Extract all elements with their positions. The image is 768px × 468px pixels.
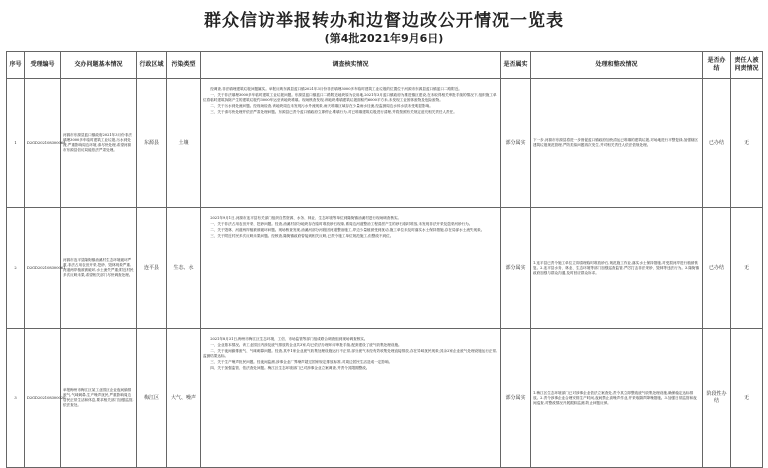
cell-ptype: 生态、水 xyxy=(167,208,201,329)
col-handling: 处理和整改情况 xyxy=(531,52,703,79)
report-table xyxy=(6,51,763,468)
cell-verdict: 部分属实 xyxy=(501,208,531,329)
detail-paragraph: 二、关于污水到处流问题。经现场检查,该地块周边未发现污水外流现象,雨天堆填区域存在少量雨水径流,经监测周边水体水质未受明显影响。 xyxy=(210,104,433,108)
table-row xyxy=(7,329,763,468)
col-detail: 调查核实情况 xyxy=(201,52,501,79)
detail-paragraph: 一、关于非法填埋3000多车临时建筑工业垃圾问题。东源县蓝口镇蓝口二路附近地块原为农用地,2021年3月蓝口镇政府为推进镇区建设,在未取得相关审批手续的情况下,组织施工单位将临时建筑拆除产生的建筑垃圾约3000车运至该地块堆填。现场核查发现,该地块堆填建筑垃圾面积约6000平方米,未发现工业固体废物及危险废物。 xyxy=(203,93,497,102)
cell-handling: 1.连平县已责令施工单位立即清理临时堆放砂石,规范施工作业,落实水土保持措施,对受损河岸进行植被恢复。2.连平县水务、林业、生态环境等部门加强巡查监管,严厉打击非法采砂、毁林等违法行为。3.隆街镇政府加强与群众沟通,及时回应群众诉求。 xyxy=(531,208,703,329)
detail-paragraph: 二、关于毁林、河道两岸植被被破坏问题。现场核查发现,油溪河部分河段因河道整治施工,岸边少量植被受到扰动,施工单位未及时落实水土保持措施,存在局部水土流失现象。 xyxy=(210,228,485,232)
cell-detail xyxy=(201,208,501,329)
cell-closed: 已办结 xyxy=(703,208,731,329)
cell-seq: 3 xyxy=(7,329,25,468)
col-id: 受理编号 xyxy=(25,52,61,79)
cell-seq: 2 xyxy=(7,208,25,329)
col-region: 行政区域 xyxy=(137,52,167,79)
cell-accountability: 无 xyxy=(731,208,763,329)
detail-paragraph: 三、关于请尽快处理并依法严肃处理问题。东源县已责令蓝口镇政府立即停止堆填行为,对已堆填建筑垃圾进行清理,并将按照有关规定追究相关责任人责任。 xyxy=(210,110,457,114)
cell-id: D2GD202108300068 xyxy=(25,79,61,208)
cell-issue: 河源市东源县蓝口镇政府2021年3月份非法填埋3000多车临时建筑工业垃圾,污水到处流,严重影响周边环境,请尽快处理,希望河源市东源县信访局能依法严肃处理。 xyxy=(61,79,137,208)
detail-paragraph: 2021年9月1日,河源市连平县有关部门组织自然资源、水务、林业、生态环境等单位到隆街镇油溪村进行现场调查核实。 xyxy=(210,216,402,220)
detail-paragraph: 二、关于夜间偷排废气、气味刺鼻问题。经查,其中1家企业废气收集处理设施运行不正常,部分废气未经有效收集处理直接排放,存在异味扰民现象;其余2家企业废气处理设施运行正常,监测结果达标。 xyxy=(203,349,498,358)
cell-verdict: 部分属实 xyxy=(501,79,531,208)
detail-paragraph: 2021年8月31日,梅州市梅江区生态环境、工信、市场监管等部门组成联合调查组到现场调查核实。 xyxy=(210,337,368,341)
page-subtitle: (第4批2021年9月6日) xyxy=(324,32,444,45)
cell-ptype: 土壤 xyxy=(167,79,201,208)
cell-accountability: 无 xyxy=(731,329,763,468)
cell-detail xyxy=(201,79,501,208)
cell-issue: 河源市连平县隆街镇油溪村生态环境破坏严重,非法占用农田开采,挖砂、毁林现象严重,河道两岸植被被破坏,水土流失严重;附近村民多次反映未果,希望相关部门尽快调查处理。 xyxy=(61,208,137,329)
col-issue: 交办问题基本情况 xyxy=(61,52,137,79)
cell-region: 连平县 xyxy=(137,208,167,329)
cell-id: D2GD202108300061 xyxy=(25,208,61,329)
cell-region: 梅江区 xyxy=(137,329,167,468)
table-row xyxy=(7,208,763,329)
detail-paragraph: 一、企业基本情况。该工业园区内涉及废气排放的企业共3家,均已依法办理环评审批手续,配套建设了废气收集处理设施。 xyxy=(210,343,402,347)
col-seq: 序号 xyxy=(7,52,25,79)
cell-closed: 已办结 xyxy=(703,79,731,208)
cell-accountability: 无 xyxy=(731,79,763,208)
detail-paragraph: 三、关于附近村民多次反映未果问题。经核查,隆街镇政府曾接到相关反映,已责令施工单位规范施工,但整改不到位。 xyxy=(210,234,394,238)
table-row xyxy=(7,79,763,208)
cell-handling: 1.梅江区生态环境部门已对涉事企业依法立案查处,责令其立即整改废气收集处理设施,确保稳定达标排放。2.责令涉事企业合理安排生产时间,夜间禁止高噪声作业,并采取隔声降噪措施。3.加强日常监管和夜间巡查,对整改情况开展跟踪监测,防止问题反弹。 xyxy=(531,329,703,468)
cell-handling: 下一步,河源市东源县将进一步督促蓝口镇政府加快清运已堆填的建筑垃圾,对场地进行平整复绿,加强辖区建筑垃圾规范管理,严防类似问题再次发生,并对相关责任人依法依规处理。 xyxy=(531,79,703,208)
cell-closed: 阶段性办结 xyxy=(703,329,731,468)
detail-paragraph: 一、关于非法占用农田开采、挖砂问题。经查,油溪村部分地块存在临时堆放砂石现象,系周边河道整治工程清淤产生的砂石临时堆放,未发现非法开采及盗采河砂行为。 xyxy=(210,222,473,226)
detail-paragraph: 经调查,非法填埋建筑垃圾问题属实。举报反映东源县蓝口镇2021年3月份非法填埋3000多车临时建筑工业垃圾的位置位于河源市东源县蓝口镇蓝口二路附近。 xyxy=(210,87,462,91)
page-title: 群众信访举报转办和边督边改公开情况一览表 xyxy=(204,11,564,31)
cell-ptype: 大气、噪声 xyxy=(167,329,201,468)
cell-id: D2GD202108300020 xyxy=(25,329,61,468)
cell-verdict: 部分属实 xyxy=(501,329,531,468)
cell-detail xyxy=(201,329,501,468)
cell-seq: 1 xyxy=(7,79,25,208)
col-accountability: 责任人被问责情况 xyxy=(731,52,763,79)
col-verdict: 是否属实 xyxy=(501,52,531,79)
col-closed: 是否办结 xyxy=(703,52,731,79)
detail-paragraph: 四、关于加强监管、依法查处问题。梅江区生态环境部门已对涉事企业立案调查,并责令其限期整改。 xyxy=(210,366,370,370)
detail-paragraph: 三、关于生产噪声扰民问题。经夜间监测,涉事企业厂界噪声超过国家规定排放标准,对周边居民生活造成一定影响。 xyxy=(210,360,393,364)
cell-region: 东源县 xyxy=(137,79,167,208)
cell-issue: 举报梅州市梅江区某工业园区企业夜间偷排废气,气味刺鼻,生产噪声扰民,严重影响周边居民正常生活和休息,要求相关部门加强监管,依法查处。 xyxy=(61,329,137,468)
table-header-row xyxy=(7,52,763,79)
col-ptype: 污染类型 xyxy=(167,52,201,79)
